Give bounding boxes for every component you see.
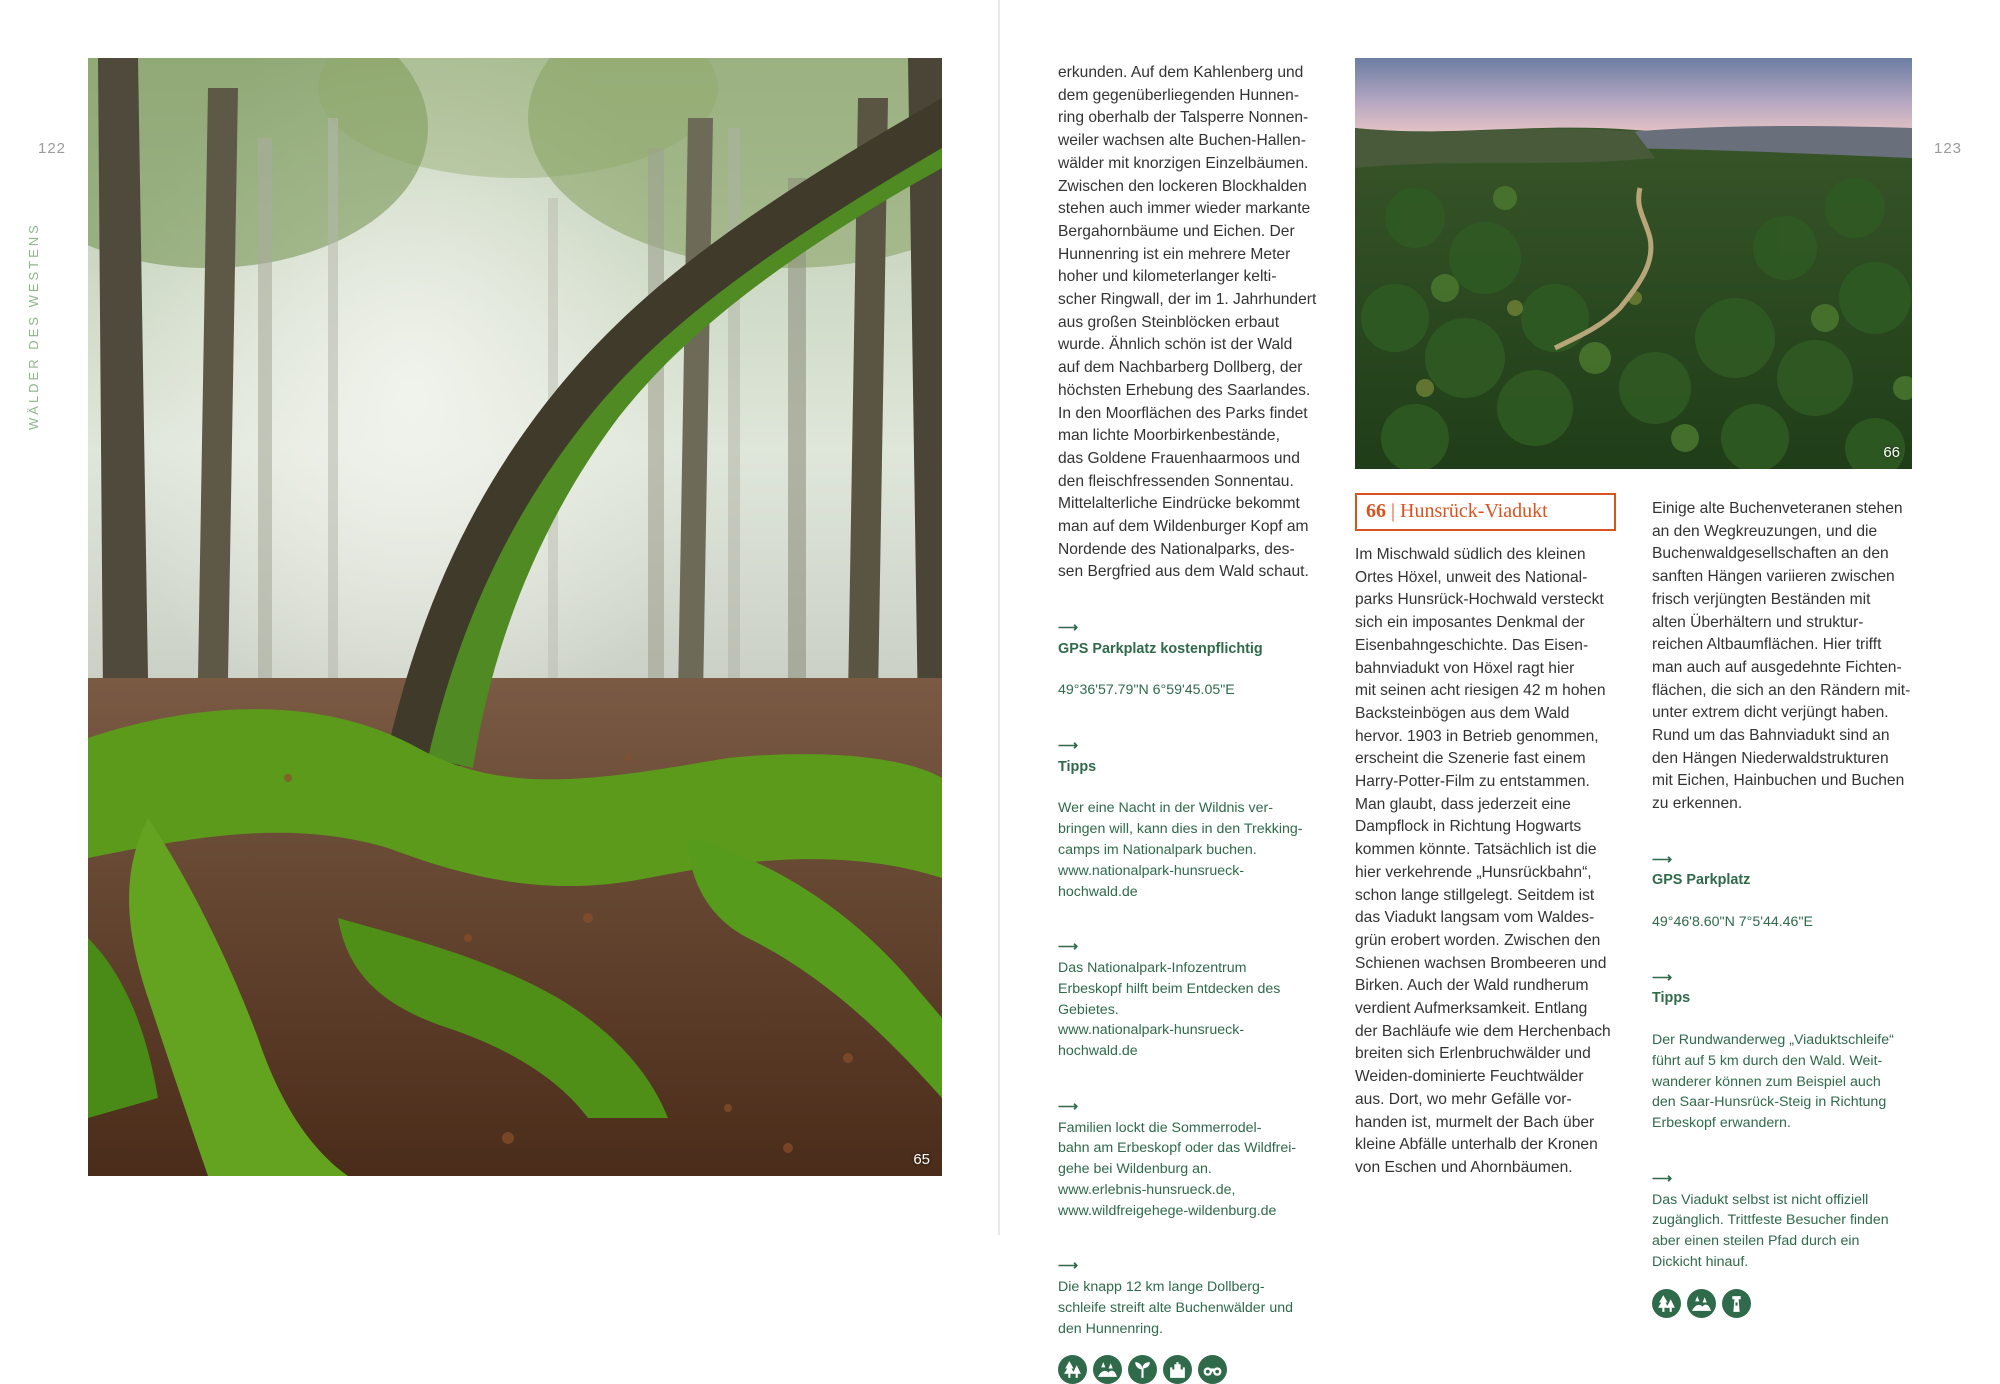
body-text-col1: erkunden. Auf dem Kahlenberg und dem gegenüberliegenden Hunnen- ring oberhalb der Talsperre Nonnen- weiler wachsen alte Buchen-Hallen- wälder mit knorzigen Einzelbäumen. Zwischen den lockeren Blockhalden stehen auch immer wieder markante Bergahornbäume und Eichen. Der Hunnenring ist ein mehrere Meter hoher und kilometerlanger kelti- scher Ringwall, der im 1. Jahrhundert aus großen Steinblöcken erbaut wurde. Ähnlich schön ist der Wald auf dem Nachbarberg Dollberg, der höchsten Erhebung des Saarlandes. In den Moorflächen des Parks findet man lichte Moorbirkenbestände, das Goldene Frauenhaarmoos und den fleischfressenden Sonnentau. Mittelalterliche Eindrücke bekommt man auf dem Wildenburger Kopf am Nordende des Nationalparks, des- sen Bergfried aus dem Wald schaut. <box>1058 64 1317 581</box>
trees-icon <box>1058 1355 1087 1384</box>
binoculars-icon <box>1198 1355 1227 1384</box>
sprout-icon <box>1128 1355 1157 1384</box>
tip-text: Die knapp 12 km lange Dollberg- schleife streift alte Buchenwälder und den Hunnenring. <box>1058 1279 1294 1337</box>
category-icons-col3 <box>1652 1289 1917 1318</box>
arrow-icon: ⟶ <box>1058 619 1079 636</box>
gps-label: GPS Parkplatz kostenpflichtig <box>1058 640 1263 657</box>
arrow-icon: ⟶ <box>1058 737 1079 754</box>
forest-hills-icon <box>1687 1289 1716 1318</box>
book-gutter <box>998 0 1000 1235</box>
tip-text: Wer eine Nacht in der Wildnis ver- bringen will, kann dies in den Trekking- camps im Nationalpark buchen. www.nationalpark-hunsrueck-hochwald.de <box>1058 800 1303 900</box>
tips-label: Tipps <box>1652 990 1691 1007</box>
text-column-1 <box>1058 62 1323 1384</box>
body-text-col3: Einige alte Buchenveteranen stehen an den Wegkreuzungen, und die Buchenwaldgesellschaften an den sanften Hängen variieren zwischen frisch verjüngten Beständen mit alten Überhältern und struktur- reichen Altbaumflächen. Hier trifft man auch auf ausgedehnte Fichten- flächen, die sich an den Rändern mit- unter extrem dicht verjüngt haben. Rund um das Bahnviadukt sind an den Hängen Niederwaldstrukturen mit Eichen, Hainbuchen und Buchen zu erkennen. <box>1652 500 1911 813</box>
forest-hills-icon <box>1093 1355 1122 1384</box>
tip-block <box>1058 1076 1323 1222</box>
gps-coordinates: 49°46'8.60"N 7°5'44.46"E <box>1652 914 1813 931</box>
section-heading-box: 66 | Hunsrück-Viadukt <box>1355 493 1616 531</box>
photo-caption-number-66: 66 <box>1883 444 1900 461</box>
page-number-left: 122 <box>38 140 67 157</box>
category-icons-col1 <box>1058 1355 1323 1384</box>
chapter-running-title: WÄLDER DES WESTENS <box>26 222 41 430</box>
viaduct-tower-icon <box>1722 1289 1751 1318</box>
tips-label: Tipps <box>1058 758 1097 775</box>
gps-block-col1 <box>1058 597 1323 701</box>
text-column-2 <box>1355 544 1630 1180</box>
tip-text: Familien lockt die Sommerrodel- bahn am Erbeskopf oder das Wildfrei- gehe bei Wildenburg an. www.erlebnis-hunsrueck.de, www.wildfreigehege-wildenburg.de <box>1058 1119 1297 1219</box>
arrow-icon: ⟶ <box>1652 969 1673 986</box>
photo-caption-number-65: 65 <box>913 1151 930 1168</box>
tip-text: Der Rundwanderweg „Viaduktschleife“ führt auf 5 km durch den Wald. Weit- wanderer können zum Beispiel auch den Saar-Hunsrück-Steig in Richtung Erbeskopf erwandern. <box>1652 1032 1894 1132</box>
tip-block <box>1652 1148 1917 1273</box>
section-title: Hunsrück-Viadukt <box>1400 500 1548 522</box>
tip-text: Das Viadukt selbst ist nicht offiziell zugänglich. Trittfeste Besucher finden aber einen steilen Pfad durch ein Dickicht hinauf. <box>1652 1191 1889 1270</box>
trees-icon <box>1652 1289 1681 1318</box>
body-text-col2: Im Mischwald südlich des kleinen Ortes Höxel, unweit des National- parks Hunsrück-Hochwald versteckt sich ein imposantes Denkmal der Eisenbahngeschichte. Das Eisen- bahnviadukt von Höxel ragt hier mit seinen acht riesigen 42 m hohen Backsteinbögen aus dem Wald hervor. 1903 in Betrieb genommen, erscheint die Szenerie fast einem Harry-Potter-Film zu entstammen. Man glaubt, dass jederzeit eine Dampflock in Richtung Hogwarts kommen könnte. Tatsächlich ist die hier verkehrende „Hunsrückbahn“, schon lange stillgelegt. Seitdem ist das Viadukt langsam vom Waldes- grün erobert worden. Zwischen den Schienen wachsen Brombeeren und Birken. Auch der Wald rundherum verdient Aufmerksamkeit. Entlang der Bachläufe wie dem Herchenbach breiten sich Erlenbruchwälder und Weiden-dominierte Feuchtwälder aus. Dort, wo mehr Gefälle vor- handen ist, murmelt der Bach über kleine Abfälle unterhalb der Kronen von Eschen und Ahornbäumen. <box>1355 546 1611 1176</box>
tips-block-col3 <box>1652 947 1917 1134</box>
arrow-icon: ⟶ <box>1058 939 1079 956</box>
aerial-forest-photo-66 <box>1355 58 1912 469</box>
arrow-icon: ⟶ <box>1652 1170 1673 1187</box>
text-column-3 <box>1652 498 1917 1318</box>
tip-block <box>1058 916 1323 1062</box>
gps-coordinates: 49°36'57.79"N 6°59'45.05"E <box>1058 682 1235 699</box>
arrow-icon: ⟶ <box>1058 1098 1079 1115</box>
tip-text: Das Nationalpark-Infozentrum Erbeskopf hilft beim Entdecken des Gebietes. www.nationalpark-hunsrueck-hochwald.de <box>1058 959 1281 1060</box>
arrow-icon: ⟶ <box>1652 851 1673 868</box>
forest-photo-65 <box>88 58 942 1176</box>
castle-icon <box>1163 1355 1192 1384</box>
section-number: 66 <box>1366 500 1386 522</box>
page-number-right: 123 <box>1934 140 1963 157</box>
gps-label: GPS Parkplatz <box>1652 872 1751 889</box>
gps-block-col3 <box>1652 829 1917 933</box>
tips-block-col1 <box>1058 715 1323 902</box>
tip-block <box>1058 1235 1323 1339</box>
arrow-icon: ⟶ <box>1058 1258 1079 1275</box>
